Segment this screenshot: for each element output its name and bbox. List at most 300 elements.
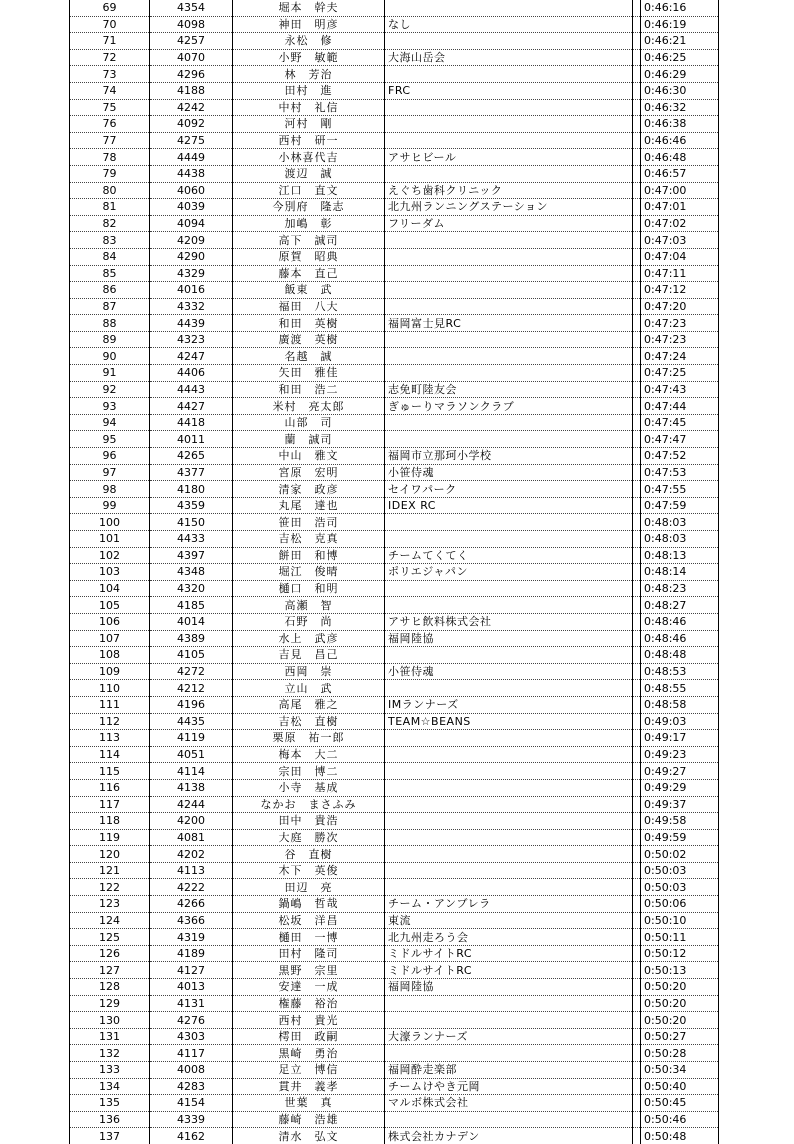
results-body <box>70 0 719 1144</box>
rank-cell: 106 <box>70 613 150 630</box>
finish-time-cell: 0:47:45 <box>641 414 719 431</box>
rank-cell: 125 <box>70 929 150 946</box>
finish-time-cell: 0:46:16 <box>641 0 719 16</box>
bib-number-cell: 4244 <box>150 796 233 813</box>
finish-time-cell: 0:47:12 <box>641 282 719 299</box>
runner-name-cell: 江口 直文 <box>233 182 385 199</box>
team-name-cell <box>385 298 633 315</box>
rank-cell: 104 <box>70 580 150 597</box>
runner-name-cell: 今別府 隆志 <box>233 199 385 216</box>
spacer-cell <box>633 215 641 232</box>
table-row <box>70 912 719 929</box>
team-name-cell: チームてくてく <box>385 547 633 564</box>
team-name-cell: FRC <box>385 82 633 99</box>
team-name-cell: フリーダム <box>385 215 633 232</box>
runner-name-cell: 宗田 博二 <box>233 763 385 780</box>
rank-cell: 126 <box>70 945 150 962</box>
team-name-cell <box>385 763 633 780</box>
spacer-cell <box>633 929 641 946</box>
rank-cell: 75 <box>70 99 150 116</box>
rank-cell: 85 <box>70 265 150 282</box>
table-row <box>70 1045 719 1062</box>
bib-number-cell: 4008 <box>150 1062 233 1079</box>
finish-time-cell: 0:50:11 <box>641 929 719 946</box>
team-name-cell <box>385 846 633 863</box>
spacer-cell <box>633 995 641 1012</box>
table-row <box>70 531 719 548</box>
runner-name-cell: 廣渡 英樹 <box>233 331 385 348</box>
team-name-cell: アサヒビール <box>385 149 633 166</box>
team-name-cell <box>385 862 633 879</box>
table-row <box>70 497 719 514</box>
bib-number-cell: 4131 <box>150 995 233 1012</box>
runner-name-cell: 松坂 洋昌 <box>233 912 385 929</box>
bib-number-cell: 4222 <box>150 879 233 896</box>
runner-name-cell: 林 芳治 <box>233 66 385 83</box>
finish-time-cell: 0:50:13 <box>641 962 719 979</box>
bib-number-cell: 4119 <box>150 730 233 747</box>
spacer-cell <box>633 779 641 796</box>
bib-number-cell: 4209 <box>150 232 233 249</box>
team-name-cell: 大濠ランナーズ <box>385 1028 633 1045</box>
spacer-cell <box>633 979 641 996</box>
team-name-cell <box>385 995 633 1012</box>
bib-number-cell: 4196 <box>150 696 233 713</box>
team-name-cell <box>385 746 633 763</box>
spacer-cell <box>633 365 641 382</box>
runner-name-cell: 田村 進 <box>233 82 385 99</box>
finish-time-cell: 0:47:23 <box>641 331 719 348</box>
finish-time-cell: 0:48:46 <box>641 630 719 647</box>
runner-name-cell: 権藤 裕治 <box>233 995 385 1012</box>
runner-name-cell: 田辺 亮 <box>233 879 385 896</box>
table-row <box>70 248 719 265</box>
runner-name-cell: 宮原 宏明 <box>233 464 385 481</box>
rank-cell: 99 <box>70 497 150 514</box>
bib-number-cell: 4154 <box>150 1095 233 1112</box>
finish-time-cell: 0:50:28 <box>641 1045 719 1062</box>
spacer-cell <box>633 730 641 747</box>
team-name-cell <box>385 66 633 83</box>
table-row <box>70 896 719 913</box>
finish-time-cell: 0:47:25 <box>641 365 719 382</box>
spacer-cell <box>633 331 641 348</box>
table-row <box>70 431 719 448</box>
table-row <box>70 514 719 531</box>
runner-name-cell: 笹田 浩司 <box>233 514 385 531</box>
runner-name-cell: 高瀬 智 <box>233 597 385 614</box>
finish-time-cell: 0:47:03 <box>641 232 719 249</box>
team-name-cell <box>385 680 633 697</box>
runner-name-cell: 中山 雅文 <box>233 448 385 465</box>
bib-number-cell: 4449 <box>150 149 233 166</box>
runner-name-cell: 貫井 義孝 <box>233 1078 385 1095</box>
finish-time-cell: 0:50:02 <box>641 846 719 863</box>
rank-cell: 82 <box>70 215 150 232</box>
rank-cell: 119 <box>70 829 150 846</box>
spacer-cell <box>633 1095 641 1112</box>
team-name-cell <box>385 531 633 548</box>
bib-number-cell: 4427 <box>150 398 233 415</box>
spacer-cell <box>633 1128 641 1144</box>
team-name-cell <box>385 779 633 796</box>
rank-cell: 132 <box>70 1045 150 1062</box>
bib-number-cell: 4265 <box>150 448 233 465</box>
bib-number-cell: 4081 <box>150 829 233 846</box>
spacer-cell <box>633 713 641 730</box>
bib-number-cell: 4296 <box>150 66 233 83</box>
finish-time-cell: 0:46:29 <box>641 66 719 83</box>
rank-cell: 112 <box>70 713 150 730</box>
bib-number-cell: 4433 <box>150 531 233 548</box>
finish-time-cell: 0:49:59 <box>641 829 719 846</box>
rank-cell: 107 <box>70 630 150 647</box>
table-row <box>70 199 719 216</box>
bib-number-cell: 4320 <box>150 580 233 597</box>
runner-name-cell: 加嶋 彰 <box>233 215 385 232</box>
bib-number-cell: 4397 <box>150 547 233 564</box>
spacer-cell <box>633 149 641 166</box>
table-row <box>70 547 719 564</box>
spacer-cell <box>633 680 641 697</box>
spacer-cell <box>633 315 641 332</box>
runner-name-cell: 石野 尚 <box>233 613 385 630</box>
table-row <box>70 962 719 979</box>
bib-number-cell: 4212 <box>150 680 233 697</box>
rank-cell: 133 <box>70 1062 150 1079</box>
team-name-cell: ぎゅーりマラソンクラブ <box>385 398 633 415</box>
bib-number-cell: 4283 <box>150 1078 233 1095</box>
runner-name-cell: 福田 八大 <box>233 298 385 315</box>
table-row <box>70 1095 719 1112</box>
spacer-cell <box>633 1111 641 1128</box>
rank-cell: 94 <box>70 414 150 431</box>
team-name-cell <box>385 348 633 365</box>
finish-time-cell: 0:48:23 <box>641 580 719 597</box>
spacer-cell <box>633 16 641 33</box>
rank-cell: 74 <box>70 82 150 99</box>
runner-name-cell: 小林喜代吉 <box>233 149 385 166</box>
runner-name-cell: 世葉 真 <box>233 1095 385 1112</box>
team-name-cell: 北九州走ろう会 <box>385 929 633 946</box>
table-row <box>70 979 719 996</box>
finish-time-cell: 0:49:27 <box>641 763 719 780</box>
team-name-cell: チーム・アンブレラ <box>385 896 633 913</box>
table-row <box>70 1062 719 1079</box>
table-row <box>70 414 719 431</box>
finish-time-cell: 0:48:48 <box>641 647 719 664</box>
spacer-cell <box>633 298 641 315</box>
runner-name-cell: 山部 司 <box>233 414 385 431</box>
spacer-cell <box>633 82 641 99</box>
bib-number-cell: 4438 <box>150 165 233 182</box>
finish-time-cell: 0:50:40 <box>641 1078 719 1095</box>
rank-cell: 122 <box>70 879 150 896</box>
table-row <box>70 580 719 597</box>
table-row <box>70 398 719 415</box>
runner-name-cell: 西村 貴光 <box>233 1012 385 1029</box>
team-name-cell: 福岡市立那珂小学校 <box>385 448 633 465</box>
spacer-cell <box>633 630 641 647</box>
runner-name-cell: 西村 研一 <box>233 132 385 149</box>
finish-time-cell: 0:50:27 <box>641 1028 719 1045</box>
team-name-cell: チームけやき元岡 <box>385 1078 633 1095</box>
table-row <box>70 945 719 962</box>
table-row <box>70 298 719 315</box>
team-name-cell: TEAM☆BEANS <box>385 713 633 730</box>
rank-cell: 128 <box>70 979 150 996</box>
spacer-cell <box>633 597 641 614</box>
runner-name-cell: 梅本 大二 <box>233 746 385 763</box>
bib-number-cell: 4117 <box>150 1045 233 1062</box>
bib-number-cell: 4366 <box>150 912 233 929</box>
finish-time-cell: 0:50:06 <box>641 896 719 913</box>
table-row <box>70 99 719 116</box>
finish-time-cell: 0:47:23 <box>641 315 719 332</box>
team-name-cell: 福岡陸協 <box>385 979 633 996</box>
table-row <box>70 448 719 465</box>
runner-name-cell: 吉見 昌己 <box>233 647 385 664</box>
finish-time-cell: 0:49:03 <box>641 713 719 730</box>
team-name-cell <box>385 331 633 348</box>
table-row <box>70 713 719 730</box>
rank-cell: 101 <box>70 531 150 548</box>
rank-cell: 115 <box>70 763 150 780</box>
table-row <box>70 1128 719 1144</box>
spacer-cell <box>633 182 641 199</box>
table-row <box>70 879 719 896</box>
table-row <box>70 265 719 282</box>
table-row <box>70 481 719 498</box>
rank-cell: 136 <box>70 1111 150 1128</box>
finish-time-cell: 0:48:14 <box>641 564 719 581</box>
bib-number-cell: 4303 <box>150 1028 233 1045</box>
team-name-cell: ミドルサイトRC <box>385 945 633 962</box>
table-row <box>70 165 719 182</box>
team-name-cell <box>385 647 633 664</box>
runner-name-cell: 樋口 和明 <box>233 580 385 597</box>
table-row <box>70 49 719 66</box>
spacer-cell <box>633 763 641 780</box>
bib-number-cell: 4185 <box>150 597 233 614</box>
team-name-cell <box>385 730 633 747</box>
table-row <box>70 348 719 365</box>
finish-time-cell: 0:49:58 <box>641 813 719 830</box>
team-name-cell <box>385 1012 633 1029</box>
finish-time-cell: 0:47:55 <box>641 481 719 498</box>
table-row <box>70 1078 719 1095</box>
results-table <box>69 0 719 1144</box>
spacer-cell <box>633 66 641 83</box>
spacer-cell <box>633 265 641 282</box>
rank-cell: 109 <box>70 663 150 680</box>
table-row <box>70 696 719 713</box>
rank-cell: 83 <box>70 232 150 249</box>
finish-time-cell: 0:46:19 <box>641 16 719 33</box>
runner-name-cell: 高下 誠司 <box>233 232 385 249</box>
team-name-cell: 福岡富士見RC <box>385 315 633 332</box>
spacer-cell <box>633 33 641 50</box>
team-name-cell <box>385 580 633 597</box>
finish-time-cell: 0:46:30 <box>641 82 719 99</box>
table-row <box>70 929 719 946</box>
finish-time-cell: 0:50:03 <box>641 879 719 896</box>
finish-time-cell: 0:47:43 <box>641 381 719 398</box>
runner-name-cell: 黒野 宗里 <box>233 962 385 979</box>
spacer-cell <box>633 99 641 116</box>
spacer-cell <box>633 746 641 763</box>
spacer-cell <box>633 945 641 962</box>
finish-time-cell: 0:47:52 <box>641 448 719 465</box>
bib-number-cell: 4266 <box>150 896 233 913</box>
finish-time-cell: 0:50:45 <box>641 1095 719 1112</box>
runner-name-cell: 立山 武 <box>233 680 385 697</box>
spacer-cell <box>633 663 641 680</box>
bib-number-cell: 4180 <box>150 481 233 498</box>
runner-name-cell: 田村 隆司 <box>233 945 385 962</box>
bib-number-cell: 4339 <box>150 1111 233 1128</box>
bib-number-cell: 4051 <box>150 746 233 763</box>
finish-time-cell: 0:48:55 <box>641 680 719 697</box>
spacer-cell <box>633 1078 641 1095</box>
table-row <box>70 564 719 581</box>
table-row <box>70 33 719 50</box>
team-name-cell <box>385 1111 633 1128</box>
team-name-cell: 株式会社カナデン <box>385 1128 633 1144</box>
bib-number-cell: 4105 <box>150 647 233 664</box>
rank-cell: 120 <box>70 846 150 863</box>
spacer-cell <box>633 199 641 216</box>
finish-time-cell: 0:47:11 <box>641 265 719 282</box>
spacer-cell <box>633 1028 641 1045</box>
rank-cell: 76 <box>70 116 150 133</box>
table-row <box>70 779 719 796</box>
bib-number-cell: 4200 <box>150 813 233 830</box>
table-row <box>70 66 719 83</box>
bib-number-cell: 4070 <box>150 49 233 66</box>
runner-name-cell: 餅田 和博 <box>233 547 385 564</box>
table-row <box>70 315 719 332</box>
finish-time-cell: 0:47:44 <box>641 398 719 415</box>
rank-cell: 80 <box>70 182 150 199</box>
finish-time-cell: 0:50:20 <box>641 995 719 1012</box>
finish-time-cell: 0:49:23 <box>641 746 719 763</box>
team-name-cell <box>385 597 633 614</box>
finish-time-cell: 0:50:10 <box>641 912 719 929</box>
table-row <box>70 995 719 1012</box>
team-name-cell: 小笹侍魂 <box>385 663 633 680</box>
spacer-cell <box>633 431 641 448</box>
table-row <box>70 630 719 647</box>
finish-time-cell: 0:48:03 <box>641 514 719 531</box>
bib-number-cell: 4435 <box>150 713 233 730</box>
table-row <box>70 182 719 199</box>
runner-name-cell: 清水 弘文 <box>233 1128 385 1144</box>
bib-number-cell: 4013 <box>150 979 233 996</box>
bib-number-cell: 4290 <box>150 248 233 265</box>
finish-time-cell: 0:49:29 <box>641 779 719 796</box>
team-name-cell: なし <box>385 16 633 33</box>
runner-name-cell: 水上 武彦 <box>233 630 385 647</box>
runner-name-cell: 丸尾 達也 <box>233 497 385 514</box>
spacer-cell <box>633 613 641 630</box>
team-name-cell <box>385 99 633 116</box>
spacer-cell <box>633 448 641 465</box>
spacer-cell <box>633 514 641 531</box>
bib-number-cell: 4094 <box>150 215 233 232</box>
runner-name-cell: 堀江 俊晴 <box>233 564 385 581</box>
team-name-cell <box>385 232 633 249</box>
spacer-cell <box>633 813 641 830</box>
team-name-cell <box>385 0 633 16</box>
bib-number-cell: 4348 <box>150 564 233 581</box>
rank-cell: 69 <box>70 0 150 16</box>
rank-cell: 81 <box>70 199 150 216</box>
finish-time-cell: 0:47:00 <box>641 182 719 199</box>
spacer-cell <box>633 282 641 299</box>
rank-cell: 96 <box>70 448 150 465</box>
bib-number-cell: 4359 <box>150 497 233 514</box>
bib-number-cell: 4272 <box>150 663 233 680</box>
team-name-cell: セイワパーク <box>385 481 633 498</box>
spacer-cell <box>633 879 641 896</box>
rank-cell: 124 <box>70 912 150 929</box>
table-row <box>70 829 719 846</box>
rank-cell: 73 <box>70 66 150 83</box>
spacer-cell <box>633 829 641 846</box>
rank-cell: 137 <box>70 1128 150 1144</box>
finish-time-cell: 0:50:03 <box>641 862 719 879</box>
team-name-cell <box>385 414 633 431</box>
rank-cell: 114 <box>70 746 150 763</box>
team-name-cell <box>385 248 633 265</box>
spacer-cell <box>633 497 641 514</box>
runner-name-cell: 飯東 武 <box>233 282 385 299</box>
table-row <box>70 680 719 697</box>
table-row <box>70 82 719 99</box>
table-row <box>70 647 719 664</box>
spacer-cell <box>633 862 641 879</box>
runner-name-cell: 名越 誠 <box>233 348 385 365</box>
rank-cell: 86 <box>70 282 150 299</box>
finish-time-cell: 0:47:20 <box>641 298 719 315</box>
bib-number-cell: 4443 <box>150 381 233 398</box>
runner-name-cell: 中村 礼信 <box>233 99 385 116</box>
rank-cell: 118 <box>70 813 150 830</box>
spacer-cell <box>633 464 641 481</box>
finish-time-cell: 0:47:59 <box>641 497 719 514</box>
rank-cell: 71 <box>70 33 150 50</box>
team-name-cell <box>385 1045 633 1062</box>
finish-time-cell: 0:50:48 <box>641 1128 719 1144</box>
table-row <box>70 597 719 614</box>
team-name-cell <box>385 33 633 50</box>
rank-cell: 113 <box>70 730 150 747</box>
runner-name-cell: 安達 一成 <box>233 979 385 996</box>
bib-number-cell: 4247 <box>150 348 233 365</box>
bib-number-cell: 4332 <box>150 298 233 315</box>
spacer-cell <box>633 414 641 431</box>
spacer-cell <box>633 912 641 929</box>
runner-name-cell: 蘭 誠司 <box>233 431 385 448</box>
finish-time-cell: 0:50:34 <box>641 1062 719 1079</box>
spacer-cell <box>633 481 641 498</box>
table-row <box>70 365 719 382</box>
bib-number-cell: 4189 <box>150 945 233 962</box>
finish-time-cell: 0:46:32 <box>641 99 719 116</box>
bib-number-cell: 4060 <box>150 182 233 199</box>
bib-number-cell: 4276 <box>150 1012 233 1029</box>
